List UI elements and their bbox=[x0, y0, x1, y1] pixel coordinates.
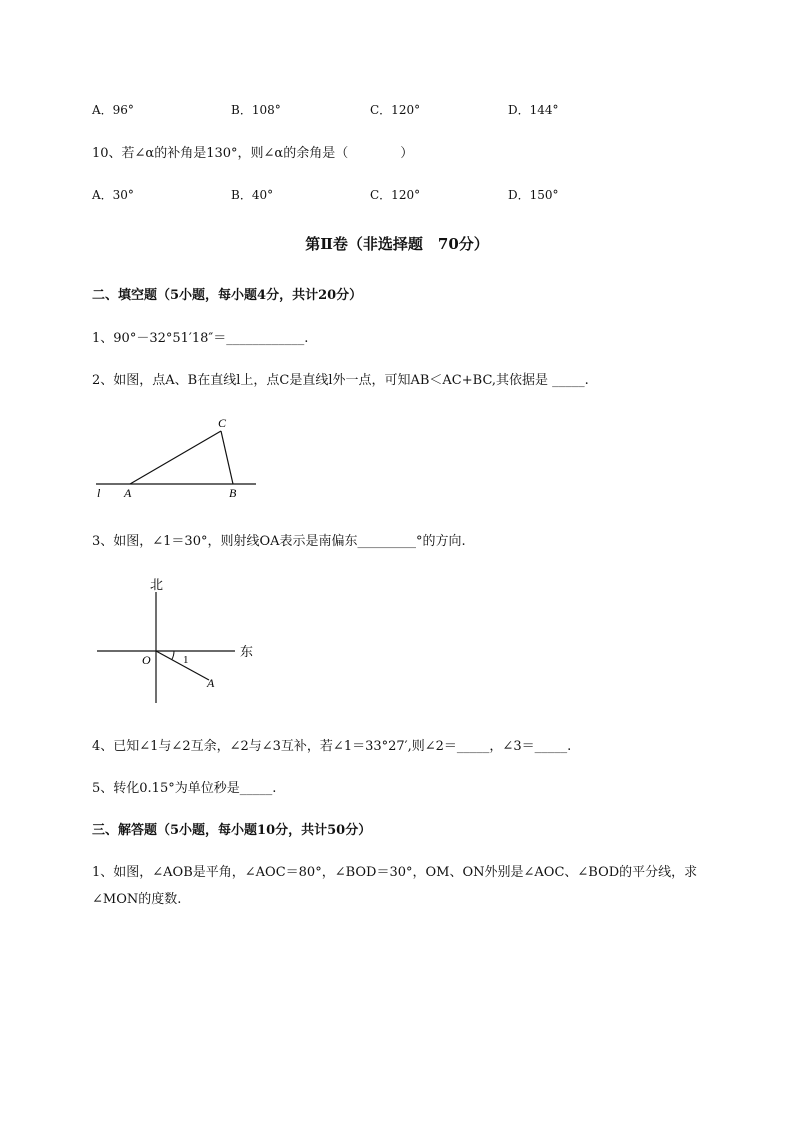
figure1-label-l: l bbox=[97, 486, 101, 500]
q10-stem: 10、若∠α的补角是130°，则∠α的余角是（ ） bbox=[92, 146, 414, 161]
q10-option-c: C．120° bbox=[370, 188, 421, 202]
figure2-label-north: 北 bbox=[150, 577, 164, 592]
figure2-label-a: A bbox=[207, 676, 215, 690]
fill-q5: 5、转化0.15°为单位秒是_____. bbox=[92, 781, 277, 796]
figure2-label-1: 1 bbox=[183, 654, 189, 666]
fill-q3: 3、如图，∠1＝30°，则射线OA表示是南偏东_________°的方向. bbox=[92, 534, 466, 549]
q10-option-a: A．30° bbox=[92, 188, 134, 202]
fill-q2: 2、如图，点A、B在直线l上，点C是直线l外一点，可知AB＜AC+BC,其依据是 _____. bbox=[92, 373, 589, 388]
q10-option-b: B．40° bbox=[231, 188, 274, 202]
figure-triangle bbox=[90, 410, 270, 505]
q10-option-d: D．150° bbox=[508, 188, 559, 202]
figure-compass bbox=[92, 570, 262, 710]
q9-option-c: C．120° bbox=[370, 103, 421, 117]
fill-q1: 1、90°－32°51′18″＝____________. bbox=[92, 331, 309, 346]
figure2-label-east: 东 bbox=[240, 644, 254, 659]
q9-option-d: D．144° bbox=[508, 103, 559, 117]
answer-q1-line2: ∠MON的度数. bbox=[92, 892, 182, 907]
part2-title: 第Ⅱ卷（非选择题 70分） bbox=[305, 235, 489, 253]
figure1-label-c: C bbox=[218, 416, 227, 430]
section3-heading: 三、解答题（5小题，每小题10分，共计50分） bbox=[92, 823, 372, 838]
figure2-label-o: O bbox=[142, 653, 151, 667]
q9-option-b: B．108° bbox=[231, 103, 281, 117]
q9-option-a: A．96° bbox=[92, 103, 134, 117]
fill-q4: 4、已知∠1与∠2互余，∠2与∠3互补，若∠1＝33°27′,则∠2＝_____，∠3＝_____. bbox=[92, 739, 572, 754]
figure1-label-b: B bbox=[229, 486, 237, 500]
answer-q1-line1: 1、如图，∠AOB是平角，∠AOC＝80°，∠BOD＝30°，OM、ON外别是∠AOC、∠BOD的平分线，求 bbox=[92, 865, 698, 880]
figure1-label-a: A bbox=[124, 486, 132, 500]
section2-heading: 二、填空题（5小题，每小题4分，共计20分） bbox=[92, 288, 363, 303]
